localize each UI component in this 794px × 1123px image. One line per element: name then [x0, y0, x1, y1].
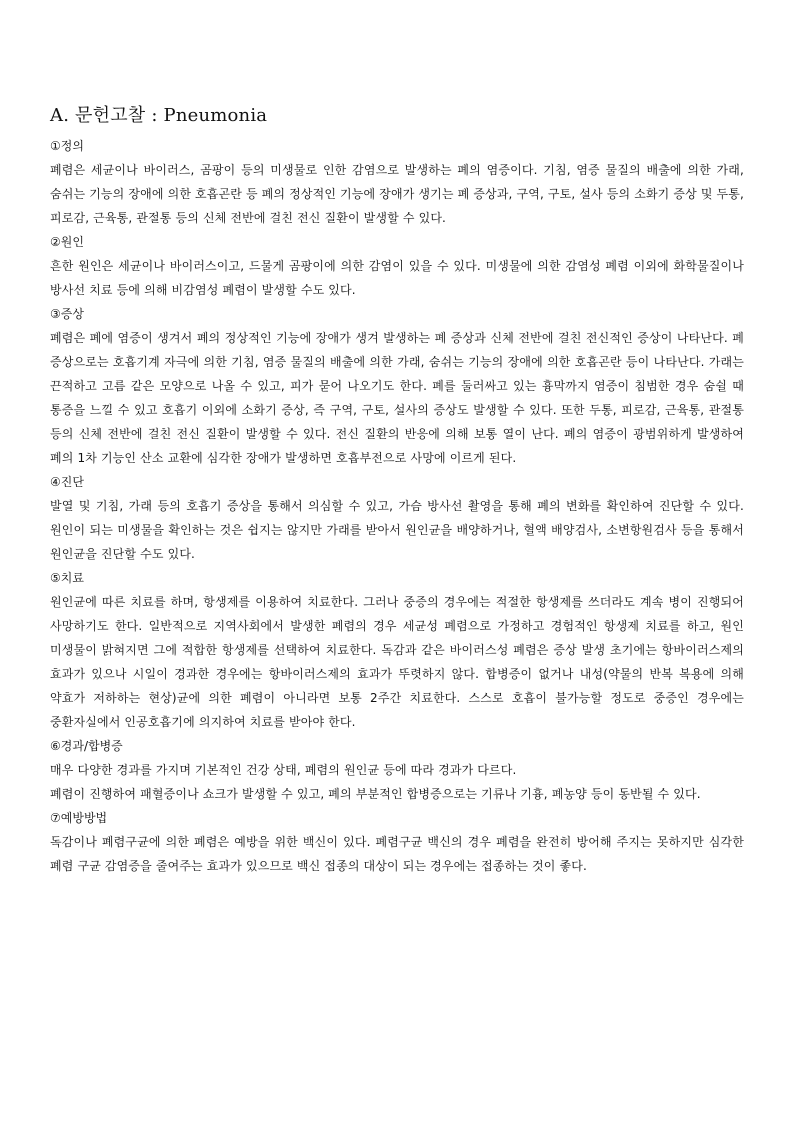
section-paragraph: 독감이나 폐렴구균에 의한 폐렴은 예방을 위한 백신이 있다. 폐렴구균 백신의 경우 폐렴을 완전히 방어해 주지는 못하지만 심각한 폐렴 구균 감염증을 줄여주는 효과가 있으므로 백신 접종의 대상이 되는 경우에는 접종하는 것이 좋다. — [50, 835, 744, 873]
section-definition — [50, 134, 744, 230]
document-page — [50, 104, 744, 878]
section-prevention — [50, 806, 744, 878]
section-paragraph: 매우 다양한 경과를 가지며 기본적인 건강 상태, 폐렴의 원인균 등에 따라 경과가 다르다. — [50, 763, 517, 777]
section-heading: ③증상 — [50, 307, 84, 321]
section-paragraph: 발열 및 기침, 가래 등의 호흡기 증상을 통해서 의심할 수 있고, 가슴 방사선 촬영을 통해 폐의 변화를 확인하여 진단할 수 있다. 원인이 되는 미생물을 확인하는 것은 쉽지는 않지만 가래를 받아서 원인균을 배양하거나, 혈액 배양검사, 소변항원검사 등을 통해서 원인균을 진단할 수도 있다. — [50, 499, 744, 561]
section-treatment — [50, 566, 744, 734]
section-paragraph: 폐렴은 폐에 염증이 생겨서 폐의 정상적인 기능에 장애가 생겨 발생하는 폐 증상과 신체 전반에 걸친 전신적인 증상이 나타난다. 폐 증상으로는 호흡기계 자극에 의한 기침, 염증 물질의 배출에 의한 가래, 숨쉬는 기능의 장애에 의한 호흡곤란 등이 나타난다. 가래는 끈적하고 고름 같은 모양으로 나올 수 있고, 피가 묻어 나오기도 한다. 폐를 둘러싸고 있는 흉막까지 염증이 침범한 경우 숨쉴 때 통증을 느낄 수 있고 호흡기 이외에 소화기 증상, 즉 구역, 구토, 설사의 증상도 발생할 수 있다. 또한 두통, 피로감, 근육통, 관절통 등의 신체 전반에 걸친 전신 질환이 발생할 수 있다. 전신 질환의 반응에 의해 보통 열이 난다. 폐의 염증이 광범위하게 발생하여 폐의 1차 기능인 산소 교환에 심각한 장애가 발생하면 호흡부전으로 사망에 이르게 된다. — [50, 331, 744, 465]
document-title: A. 문헌고찰 : Pneumonia — [50, 105, 268, 126]
section-cause — [50, 230, 744, 302]
section-paragraph: 폐렴은 세균이나 바이러스, 곰팡이 등의 미생물로 인한 감염으로 발생하는 폐의 염증이다. 기침, 염증 물질의 배출에 의한 가래, 숨쉬는 기능의 장애에 의한 호흡곤란 등 폐의 정상적인 기능에 장애가 생기는 폐 증상과, 구역, 구토, 설사 등의 소화기 증상 및 두통, 피로감, 근육통, 관절통 등의 신체 전반에 걸친 전신 질환이 발생할 수 있다. — [50, 163, 744, 225]
section-heading: ⑥경과/합병증 — [50, 739, 123, 753]
section-heading: ②원인 — [50, 235, 84, 249]
section-paragraph: 폐렴이 진행하여 패혈증이나 쇼크가 발생할 수 있고, 폐의 부분적인 합병증으로는 기류나 기흉, 폐농양 등이 동반될 수 있다. — [50, 787, 701, 801]
section-paragraph: 원인균에 따른 치료를 하며, 항생제를 이용하여 치료한다. 그러나 중증의 경우에는 적절한 항생제를 쓰더라도 계속 병이 진행되어 사망하기도 한다. 일반적으로 지역사회에서 발생한 폐렴의 경우 세균성 폐렴으로 가정하고 경험적인 항생제 치료를 하고, 원인 미생물이 밝혀지면 그에 적합한 항생제를 선택하여 치료한다. 독감과 같은 바이러스성 폐렴은 증상 발생 초기에는 항바이러스제의 효과가 있으나 시일이 경과한 경우에는 항바이러스제의 효과가 뚜렷하지 않다. 합병증이 없거나 내성(약물의 반복 복용에 의해 약효가 저하하는 현상)균에 의한 폐렴이 아니라면 보통 2주간 치료한다. 스스로 호흡이 불가능할 정도로 중증인 경우에는 중환자실에서 인공호흡기에 의지하여 치료를 받아야 한다. — [50, 595, 744, 729]
section-diagnosis — [50, 470, 744, 566]
section-paragraph: 흔한 원인은 세균이나 바이러스이고, 드물게 곰팡이에 의한 감염이 있을 수 있다. 미생물에 의한 감염성 폐렴 이외에 화학물질이나 방사선 치료 등에 의해 비감염성 폐렴이 발생할 수도 있다. — [50, 259, 744, 297]
section-heading: ⑦예방방법 — [50, 811, 108, 825]
section-symptoms — [50, 302, 744, 470]
section-course-complications — [50, 734, 744, 806]
section-heading: ⑤치료 — [50, 571, 84, 585]
section-heading: ④진단 — [50, 475, 84, 489]
section-heading: ①정의 — [50, 139, 84, 153]
